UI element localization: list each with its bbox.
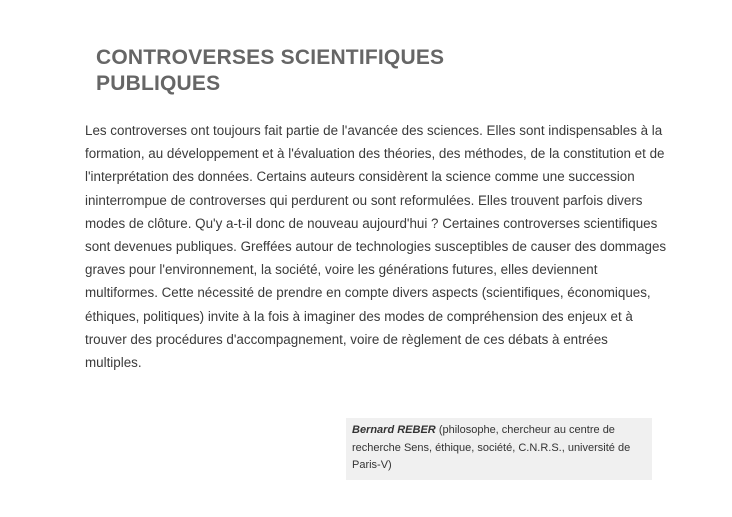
article-body: Les controverses ont toujours fait partie de l'avancée des sciences. Elles sont indispensables à la formation, au développement et à l'évaluation des théories, des méthodes, de la constitution et de l'interprétation des données. Certains auteurs considèrent la science comme une succession ininterrompue de controverses qui perdurent ou sont reformulées. Elles trouvent parfois divers modes de clôture. Qu'y a-t-il donc de nouveau aujourd'hui ? Certaines controverses scientifiques sont devenues publiques. Greffées autour de technologies susceptibles de causer des dommages graves pour l'environnement, la société, voire les générations futures, elles deviennent multiformes. Cette nécessité de prendre en compte divers aspects (scientifiques, économiques, éthiques, politiques) invite à la fois à imaginer des modes de compréhension des enjeux et à trouver des procédures d'accompagnement, voire de règlement de ces débats à entrées multiples. — [85, 123, 667, 371]
author-description: (philosophe, chercheur au centre de recherche Sens, éthique, société, C.N.R.S., université de Paris-V) — [352, 424, 631, 471]
page-title: CONTROVERSES SCIENTIFIQUES PUBLIQUES — [96, 46, 445, 95]
author-credit-box — [346, 418, 652, 480]
author-name: Bernard REBER — [352, 424, 436, 436]
